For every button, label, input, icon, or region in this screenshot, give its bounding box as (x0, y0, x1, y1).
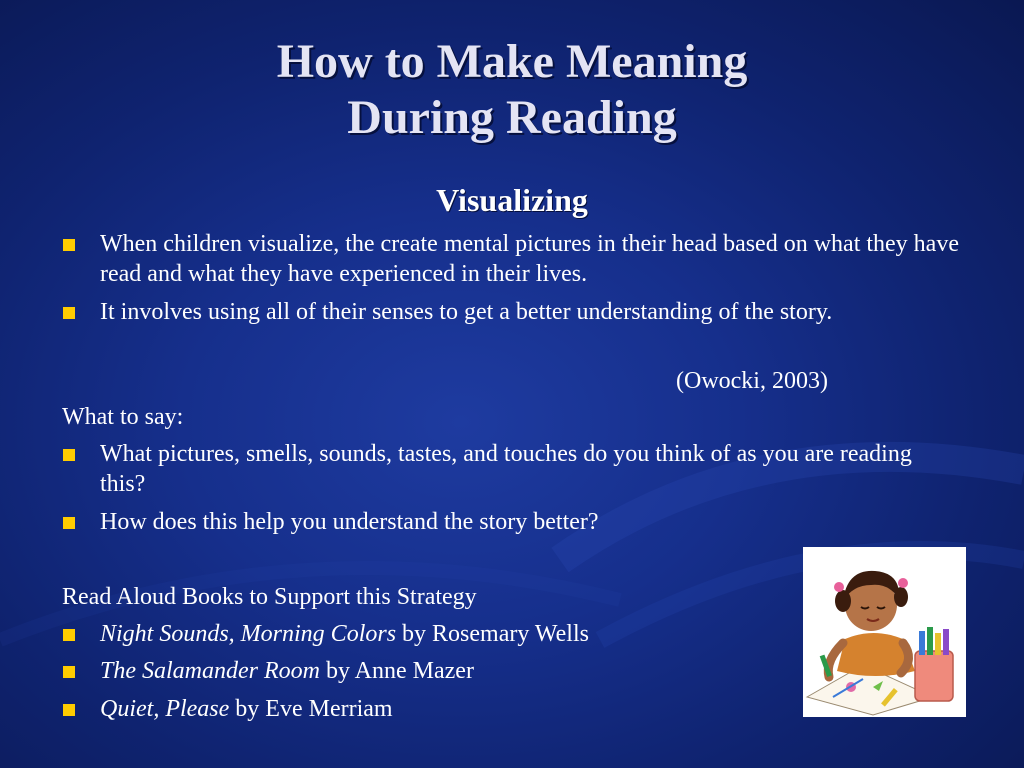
books-label: Read Aloud Books to Support this Strategy (62, 584, 477, 610)
bullet-marker (63, 704, 75, 716)
book-author: by Anne Mazer (319, 658, 474, 684)
child-drawing-clipart-icon (803, 547, 966, 717)
bullet-senses: It involves using all of their senses to get a better understanding of the story. (100, 299, 833, 325)
bullet-marker (63, 307, 75, 319)
what-to-say-label: What to say: (62, 404, 184, 430)
bullet-marker (63, 629, 75, 641)
bullet-marker (63, 449, 75, 461)
book-item (100, 619, 589, 649)
book-title: The Salamander Room (100, 658, 320, 684)
title-line-2: During Reading (347, 91, 677, 144)
bullet-marker (63, 517, 75, 529)
book-title: Night Sounds, Morning Colors (100, 621, 397, 647)
bullet-pictures-question: What pictures, smells, sounds, tastes, and touches do you think of as you are reading this? (100, 441, 912, 497)
section-subtitle: Visualizing (436, 182, 588, 218)
book-item (100, 656, 474, 686)
bullet-understand-question: How does this help you understand the story better? (100, 509, 599, 535)
citation: (Owocki, 2003) (676, 368, 828, 394)
book-author: by Rosemary Wells (396, 621, 589, 647)
book-author: by Eve Merriam (229, 696, 393, 722)
slide-title (0, 34, 1024, 146)
title-line-1: How to Make Meaning (276, 35, 748, 88)
bullet-marker (63, 239, 75, 251)
bullet-marker (63, 666, 75, 678)
bullet-visualize: When children visualize, the create mental pictures in their head based on what they have read and what they have experienced in their lives. (100, 231, 959, 287)
book-item (100, 694, 393, 724)
book-title: Quiet, Please (100, 696, 230, 722)
